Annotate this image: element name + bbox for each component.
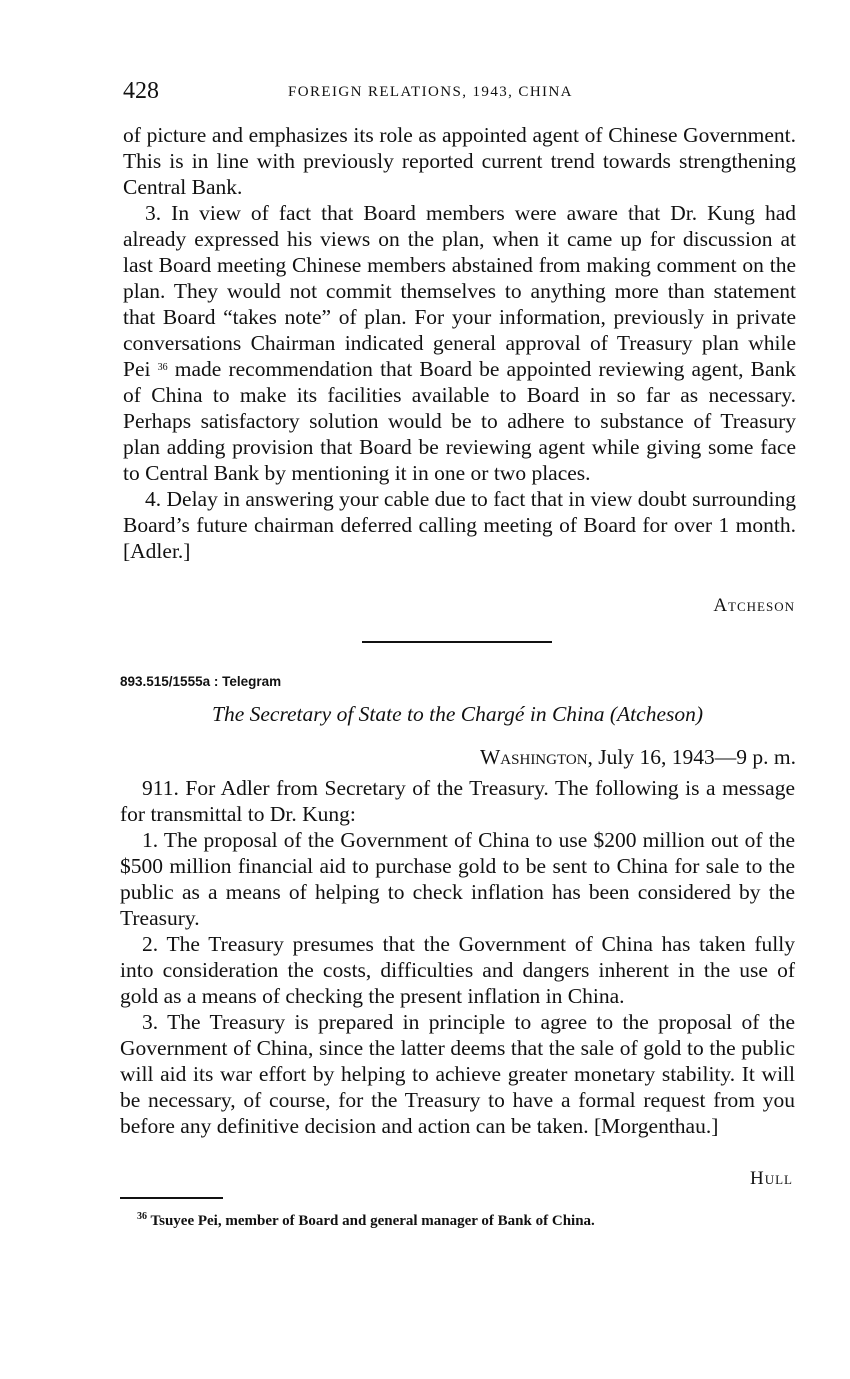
paragraph bbox=[123, 200, 796, 486]
section-divider bbox=[362, 641, 552, 643]
paragraph: of picture and emphasizes its role as appointed agent of Chinese Government. This is in line with previously reported current trend towards strengthening Central Bank. bbox=[123, 123, 796, 199]
dateline bbox=[480, 744, 796, 770]
footnote-number: 36 bbox=[137, 1211, 147, 1222]
paragraph: 3. The Treasury is prepared in principle to agree to the proposal of the Government of China, since the latter deems that the sale of gold to the public will aid its war effort by helping to achieve greater monetary stability. It will be necessary, of course, for the Treasury to have a formal request from you before any definitive decision and action can be taken. [Morgenthau.] bbox=[120, 1010, 795, 1138]
footnote bbox=[137, 1210, 595, 1232]
file-reference: 893.515/1555a : Telegram bbox=[120, 674, 282, 689]
paragraph: 2. The Treasury presumes that the Government of China has taken fully into consideration the costs, difficulties and dangers inherent in the use of gold as a means of checking the present inflation in China. bbox=[120, 932, 795, 1008]
paragraph: 4. Delay in answering your cable due to fact that in view doubt surrounding Board’s future chairman deferred calling meeting of Board for over 1 month. [Adler.] bbox=[123, 487, 796, 563]
footnote-text: Tsuyee Pei, member of Board and general manager of Bank of China. bbox=[150, 1213, 595, 1229]
dateline-place: Washington, bbox=[480, 745, 593, 769]
paragraph-text: made recommendation that Board be appointed reviewing agent, Bank of China to make its facilities available to Board in so far as necessary. Perhaps satisfactory solution would be to adhere to substance of Treasury plan adding provision that Board be reviewing agent while giving some face to Central Bank by mentioning it in one or two places. bbox=[123, 357, 797, 485]
paragraph: 911. For Adler from Secretary of the Treasury. The following is a message for transmittal to Dr. Kung: bbox=[120, 776, 795, 826]
dateline-date: July 16, 1943—9 p. m. bbox=[598, 745, 796, 769]
telegram-body bbox=[120, 775, 795, 1139]
footnote-reference: 36 bbox=[157, 362, 168, 373]
running-head-title: FOREIGN RELATIONS, 1943, CHINA bbox=[288, 84, 573, 100]
signature-atcheson: Atcheson bbox=[713, 595, 795, 616]
section1-body bbox=[123, 122, 796, 564]
paragraph-text: 3. In view of fact that Board members were aware that Dr. Kung had already expressed his views on the plan, when it came up for discussion at last Board meeting Chinese members abstained from making comment on the plan. They would not commit themselves to anything more than statement that Board “takes note” of plan. For your information, previously in private conversations Chairman indicated general approval of Treasury plan while Pei bbox=[123, 201, 796, 381]
running-head bbox=[123, 76, 795, 106]
signature-hull: Hull bbox=[750, 1168, 793, 1189]
page-number: 428 bbox=[123, 78, 159, 104]
footnote-rule bbox=[120, 1197, 223, 1199]
document-title: The Secretary of State to the Chargé in China (Atcheson) bbox=[211, 702, 704, 726]
paragraph: 1. The proposal of the Government of China to use $200 million out of the $500 million financial aid to purchase gold to be sent to China for sale to the public as a means of helping to check inflation has been considered by the Treasury. bbox=[120, 828, 795, 930]
